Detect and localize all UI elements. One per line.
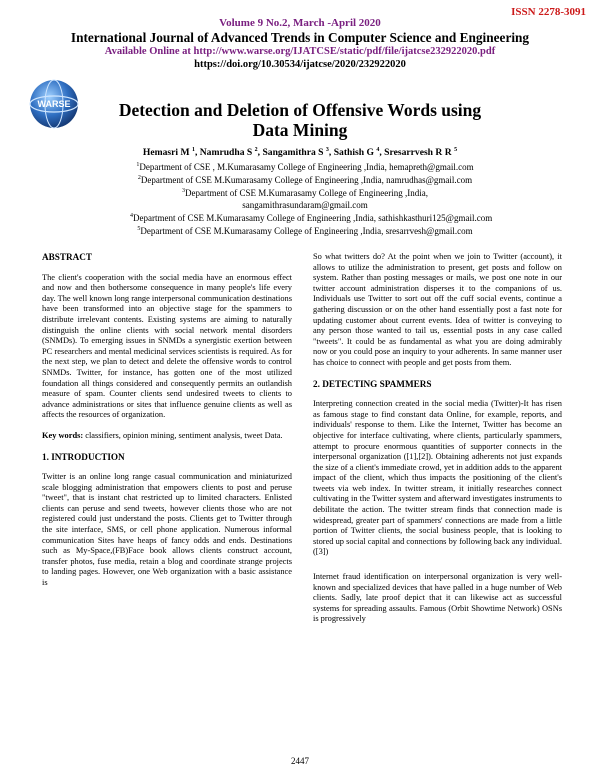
intro-text: Twitter is an online long range casual communication and miniaturized scale blogging administration that empowers clients to post and peruse "tweet", that is instant chat restricted up to limited characters. Enlisted clients can peruse and send tweets, however clients those who are not registered could just understand the posts. Clients get to Twitter through the site interface, SMS, or cell phone application. Numerous informal communication Sites have heaps of fancy odds and ends. Destinations such as My-Space,(FB)Face book allows clients construct account, transfer photos, fuse media, retain a blog and coordinate strange projects to landing pages. However, one Web organization with a basic assistance is (42, 472, 292, 588)
author-name: Namrudha S $^2$ (199, 147, 258, 159)
left-column (42, 252, 292, 599)
author-sup: 4 (376, 147, 380, 153)
paper-title (60, 100, 540, 140)
affiliation-sup: 1 (136, 162, 140, 168)
keywords (42, 431, 292, 442)
available-online-link[interactable]: Available Online at http://www.warse.org/IJATCSE/static/pdf/file/ijatcse232922020.pdf (104, 46, 496, 57)
author-name: Hemasri M $^1$ (142, 147, 195, 159)
keywords-text: classifiers, opinion mining, sentiment analysis, tweet Data. (83, 430, 283, 440)
author-sup: 5 (454, 147, 458, 153)
author-name: Sresarrvesh R R $^5$ (384, 147, 458, 159)
issn-label: ISSN 2278-3091 (511, 6, 586, 18)
affiliation-line: $^4$Department of CSE M.Kumarasamy College of Engineering ,India, sathishkasthuri125@gmail.com (130, 212, 493, 223)
author-name: Sangamithra S $^3$ (262, 147, 329, 159)
right-paragraph-3: Internet fraud identification on interpersonal organization is very well-known and specialized devices that have palled in a huge number of Web clients. Sadly, late proof depict that it can likewise act as successful systems for spreading assaults. Famous (Orbit Showtime Network) OSNs is progressively (313, 572, 562, 624)
abstract-text: The client's cooperation with the social media have an enormous effect and now and then bothersome consequence in many people's life every day. The well known long range interpersonal communication destinations have been transformed into an objective stage for the spammers to distribute irrelevant contents. Existing systems are aiming to naturally distinguish the online clients with social network mental disorders (SNMDs). To emerging issues in SNMDs a synergistic exertion between PC researchers and mental medicinal services scientists is required. As for the next step, we plan to detect and delete the offensive words to control SNMDs. Twitter, for instance, has gotten one of the most utilized foundation all things considered and consequently permits an outlandish measure of spam. Counter clients send undesired tweets to clients to advance administrations or sites that influence genuine clients as well as affects the resources of organization. (42, 272, 292, 420)
affiliation-line: $^2$Department of CSE M.Kumarasamy College of Engineering ,India, namrudhas@gmail.com (137, 175, 473, 186)
abstract-heading: ABSTRACT (42, 252, 93, 262)
affiliation-line: sangamithrasundaram@gmail.com (242, 199, 368, 210)
author-name: Sathish G $^4$ (333, 147, 380, 159)
journal-title: International Journal of Advanced Trends in Computer Science and Engineering (70, 30, 530, 45)
affiliations (130, 160, 493, 237)
affiliation-line: $^5$Department of CSE M.Kumarasamy College of Engineering ,India, sresarrvesh@gmail.com (137, 226, 473, 237)
right-paragraph-1: So what twitters do? At the point when we join to Twitter (account), it allows to utilize the administration to present, get posts and follow on system. Rather than posting messages or mails, we post one note in our twitter account administration disperses it to the companions of us. Individuals use Twitter to sort out off the cuff social events, continue a gathering discussion or on the other hand essentially post a fast note for updating customer about current events. Idea of twitter is conveying to any person those wanted to tail us, essential posts in any case called "tweets". It could be as fundamental as what you are doing admirably now or you could pose an inquiry to your adherents. In same manner user has choice to connect with people and get posts from them. (313, 252, 562, 367)
title-line-2: Data Mining (252, 120, 348, 140)
affiliation-sup: 5 (137, 226, 141, 233)
author-sup: 2 (254, 147, 258, 153)
affiliation-sup: 4 (130, 212, 133, 219)
title-line-1: Detection and Deletion of Offensive Words using (118, 100, 482, 120)
keywords-label: Key words: (42, 430, 84, 440)
affiliation-line: $^1$Department of CSE , M.Kumarasamy College of Engineering ,India, hemapreth@gmail.com (136, 162, 474, 172)
affiliation-sup: 2 (137, 175, 141, 182)
affiliation-line: $^3$Department of CSE M.Kumarasamy College of Engineering ,India, (182, 188, 428, 199)
author-list: Hemasri M $^1$, Namrudha S $^2$, Sangamithra S $^3$, Sathish G $^4$, Sresarrvesh R R $^5$ (142, 147, 458, 159)
page-number: 2447 (291, 756, 309, 766)
volume-line: Volume 9 No.2, March -April 2020 (219, 17, 381, 29)
detecting-spammers-heading: 2. DETECTING SPAMMERS (313, 378, 432, 389)
right-paragraph-2: Interpreting connection created in the social media (Twitter)-It has risen as famous stage to find constant data Online, for example, reports, and individuals' response to them. Like the Internet, Twitter has become an objective for interface cultivating, where clients, particularly spammers, attempt to procure enormous quantities of supporter connects in the interpersonal organization ([1],[2]). Obtaining adherents not just expands the size of a client's immediate crowd, yet in addition adds to the apparent impact of the client, which thus impacts the positioning of the client's tweets via web index. In twitter stream, it initially researches connect cultivating in the Twitter system and afterward investigates instruments to debilitate the action. The twitter stream finds that connection made is widespread, greater part of spammers' connections are made from a little portion of Twitter clients, the social business people, that is looking to stored up social capital and connections by following back any individual. ([3]) (313, 399, 562, 557)
author-sup: 3 (325, 147, 329, 153)
logo-text: WARSE (37, 99, 71, 109)
doi-link[interactable]: https://doi.org/10.30534/ijatcse/2020/232922020 (194, 59, 406, 70)
affiliation-sup: 3 (182, 188, 186, 195)
intro-heading: 1. INTRODUCTION (42, 451, 125, 462)
author-sup: 1 (191, 147, 195, 153)
right-column (313, 252, 562, 635)
